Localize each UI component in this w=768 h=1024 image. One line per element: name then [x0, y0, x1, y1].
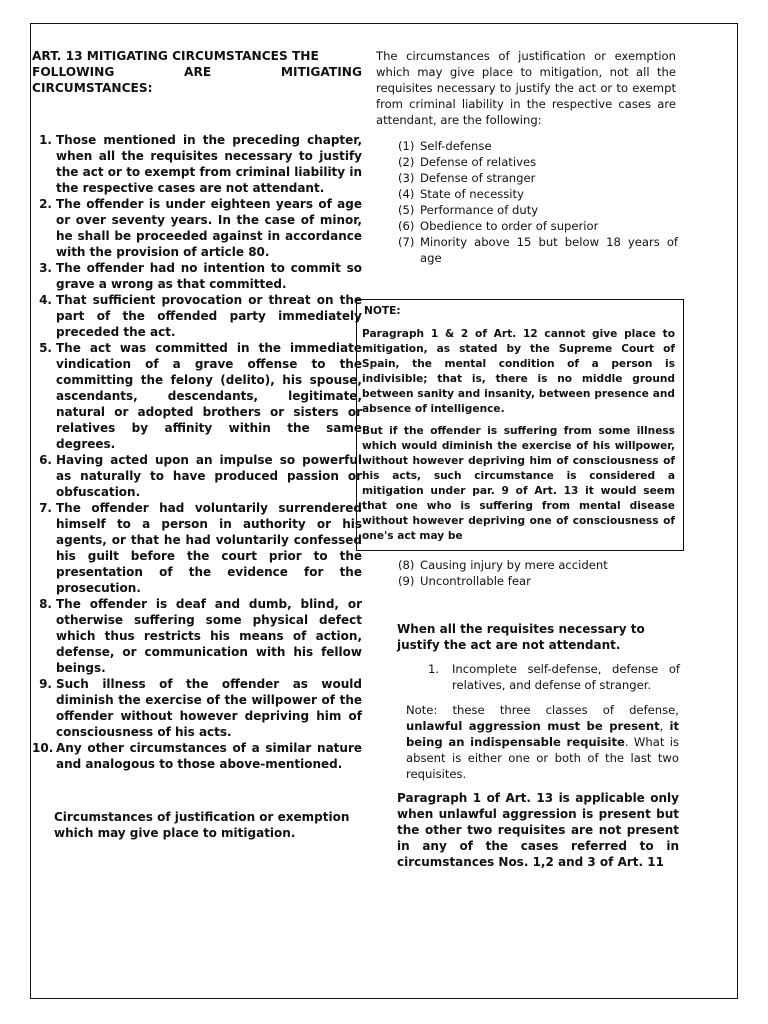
item-text: Incomplete self-defense, defense of relatives, and defense of stranger. — [452, 662, 680, 692]
item-number: 2. — [39, 197, 52, 211]
item-number: (6) — [398, 219, 415, 233]
list-item — [32, 196, 362, 260]
defense-note — [406, 702, 679, 782]
item-number: 5. — [39, 341, 52, 355]
item-text: Such illness of the offender as would diminish the exercise of the willpower of the offender without however depriving him of consciousness of his acts. — [56, 677, 362, 739]
item-text: Uncontrollable fear — [420, 574, 531, 588]
list-item — [398, 186, 678, 202]
item-number: (5) — [398, 203, 415, 217]
item-number: 6. — [39, 453, 52, 467]
item-text: The offender is deaf and dumb, blind, or otherwise suffering some physical defect which thus restricts his means of action, defense, or communication with his fellow beings. — [56, 597, 362, 675]
item-text: Having acted upon an impulse so powerful as naturally to have produced passion or obfuscation. — [56, 453, 362, 499]
circumstances-list-continued — [398, 557, 688, 589]
heading-word-following: FOLLOWING — [32, 65, 115, 79]
heading-word-are: ARE — [184, 65, 212, 79]
list-item — [398, 202, 678, 218]
item-number: 1. — [428, 662, 440, 676]
heading-line-1: ART. 13 MITIGATING CIRCUMSTANCES THE — [32, 49, 319, 63]
item-text: That sufficient provocation or threat on the part of the offended party immediately preceded the act. — [56, 293, 362, 339]
item-number: 10. — [32, 741, 54, 755]
left-footer-text: Circumstances of justification or exemption which may give place to mitigation. — [54, 810, 350, 840]
list-item — [398, 218, 678, 234]
item-number: 4. — [39, 293, 52, 307]
list-item — [32, 740, 362, 772]
defense-note-bold-1: unlawful aggression must be present — [406, 719, 660, 733]
note-paragraph-1: Paragraph 1 & 2 of Art. 12 cannot give place to mitigation, as stated by the Supreme Court of Spain, the mental condition of a person is indivisible; that is, there is no middle ground between sanity and insanity, between presence and absence of intelligence. — [362, 328, 675, 415]
defense-note-tail: . What is absent is either one or both of the last two requisites. — [406, 735, 679, 781]
item-text: Defense of relatives — [420, 155, 537, 169]
list-item — [398, 557, 688, 573]
item-text: The offender had no intention to commit so grave a wrong as that committed. — [56, 261, 362, 291]
heading-line-3: CIRCUMSTANCES: — [32, 81, 153, 95]
note-paragraph-2: But if the offender is suffering from some illness which would diminish the exercise of his willpower, without however depriving him of consciousness of his acts, such circumstance is considered a mitigation under par. 9 of Art. 13 it would seem that one who is suffering from mental disease without however depriving one of consciousness of one's act may be — [362, 425, 675, 542]
item-text: The offender is under eighteen years of age or over seventy years. In the case of minor, he shall be proceeded against in accordance with the provision of article 80. — [56, 197, 362, 259]
item-number: (8) — [398, 558, 415, 572]
list-item — [32, 292, 362, 340]
item-number: (7) — [398, 235, 415, 249]
item-number: 3. — [39, 261, 52, 275]
defense-note-bold-2: it being an indispensable requisite — [406, 719, 679, 749]
circumstances-continued — [398, 557, 688, 589]
list-item — [398, 170, 678, 186]
item-text: Defense of stranger — [420, 171, 536, 185]
defense-note-mid: , — [659, 719, 670, 733]
list-item — [32, 260, 362, 292]
item-number: 7. — [39, 501, 52, 515]
item-text: Performance of duty — [420, 203, 539, 217]
item-text: Those mentioned in the preceding chapter, when all the requisites necessary to justify the act or to exempt from criminal liability in the respective cases are not attendant. — [56, 133, 362, 195]
list-item — [32, 340, 362, 452]
item-text: Any other circumstances of a similar nature and analogous to those above-mentioned. — [56, 741, 362, 771]
item-number: (1) — [398, 139, 415, 153]
justification-intro: The circumstances of justification or exemption which may give place to mitigation, not all the requisites necessary to justify the act or to exempt from criminal liability in the respective cases are attendant, are the following: — [376, 49, 676, 127]
note-title: NOTE: — [364, 305, 401, 317]
item-text: Minority above 15 but below 18 years of age — [420, 235, 678, 265]
list-item — [398, 138, 678, 154]
list-item — [32, 452, 362, 500]
item-text: The offender had voluntarily surrendered himself to a person in authority or his agents, or that he had voluntarily confessed his guilt before the court prior to the presentation of the evidence for the prosecution. — [56, 501, 362, 595]
item-number: 9. — [39, 677, 52, 691]
item-number: (4) — [398, 187, 415, 201]
defense-note-lead: Note: these three classes of defense, — [406, 703, 679, 717]
list-item — [32, 676, 362, 740]
item-text: Obedience to order of superior — [420, 219, 599, 233]
list-item — [32, 132, 362, 196]
item-text: Causing injury by mere accident — [420, 558, 608, 572]
list-item — [398, 573, 688, 589]
note-box — [356, 299, 684, 551]
item-text: Self-defense — [420, 139, 492, 153]
article-heading — [32, 48, 362, 96]
paragraph-applicability: Paragraph 1 of Art. 13 is applicable only when unlawful aggression is present but the other two requisites are not present in any of the cases referred to in circumstances Nos. 1,2 and 3 of Art. 11 — [397, 791, 679, 869]
list-item — [32, 500, 362, 596]
requisites-list-item — [428, 661, 680, 693]
item-text: State of necessity — [420, 187, 524, 201]
right-column — [366, 48, 678, 266]
list-item — [32, 596, 362, 676]
requisites-heading: When all the requisites necessary to justify the act are not attendant. — [397, 622, 645, 652]
item-number: 1. — [39, 133, 52, 147]
heading-word-mitigating: MITIGATING — [280, 65, 362, 79]
item-number: (3) — [398, 171, 415, 185]
item-number: 8. — [39, 597, 52, 611]
circumstances-list — [366, 138, 678, 266]
item-number: (9) — [398, 574, 415, 588]
list-item — [398, 154, 678, 170]
item-text: The act was committed in the immediate vindication of a grave offense to the committing the felony (delito), his spouse, ascendants, descendants, legitimate, natural or adopted brothers or sisters or relatives by affinity within the same degrees. — [56, 341, 362, 451]
left-column — [32, 48, 362, 841]
list-item — [398, 234, 678, 266]
item-number: (2) — [398, 155, 415, 169]
mitigating-list — [32, 132, 362, 772]
